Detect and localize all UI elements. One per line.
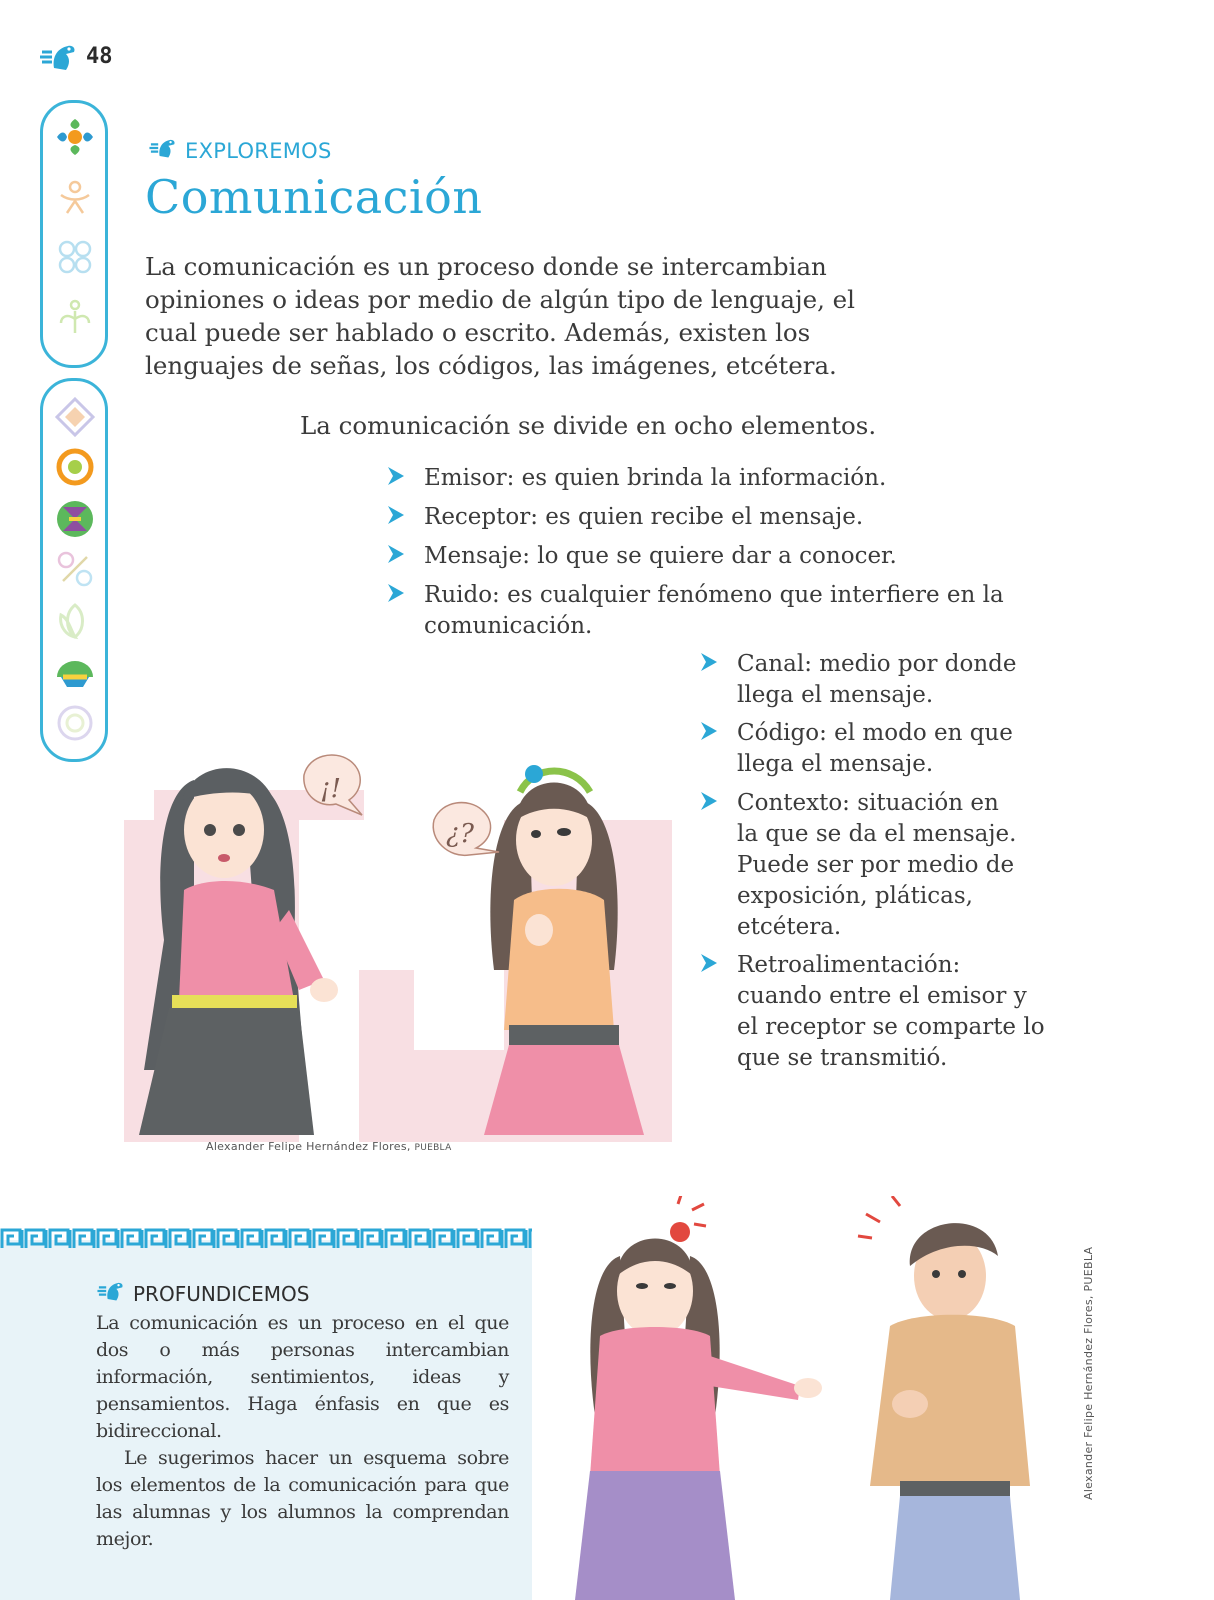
list-item-text: Retroalimentación: cuando entre el emisor y el receptor se comparte lo que se transmitió. [737, 952, 1045, 1071]
list-item [424, 502, 984, 533]
greek-border-icon [0, 1228, 532, 1250]
list-item [424, 580, 1004, 642]
page-number: 48 [86, 44, 113, 69]
list-item [737, 950, 1047, 1074]
bird-logo-icon [36, 40, 80, 74]
list-item [737, 718, 1027, 780]
bubble-left-text: ¡! [320, 774, 341, 804]
list-item [424, 541, 984, 572]
arrow-bullet-icon [386, 504, 406, 526]
hourglass-icon [55, 499, 95, 539]
note-label: PROFUNDICEMOS [133, 1282, 310, 1306]
list-item-text: Contexto: situación en la que se da el mensaje. Puede ser por medio de exposición, pláticas, etcétera. [737, 790, 1017, 940]
note-text [96, 1310, 509, 1553]
arrow-bullet-icon [699, 952, 719, 974]
list-item [737, 788, 1017, 943]
note-paragraph-2: Le sugerimos hacer un esquema sobre los elementos de la comunicación para que las alumnas y los alumnos la comprendan mejor. [96, 1447, 509, 1550]
page-title: Comunicación [145, 170, 483, 224]
credit-place: PUEBLA [414, 1143, 452, 1153]
flower-icon [55, 117, 95, 157]
list-item [424, 463, 984, 494]
divides-sentence: La comunicación se divide en ocho elementos. [300, 411, 877, 440]
list-item-text: Receptor: es quien recibe el mensaje. [424, 504, 864, 530]
sunrise-icon [55, 653, 95, 693]
arrow-bullet-icon [699, 720, 719, 742]
arrow-bullet-icon [386, 465, 406, 487]
spiral-icon [55, 447, 95, 487]
percent-icon [55, 549, 95, 589]
note-paragraph-1: La comunicación es un proceso en el que dos o más personas intercambian información, sentimientos, ideas y pensamientos. Haga énfasis en que es bidireccional. [96, 1312, 509, 1442]
girls-talking-illustration [124, 740, 676, 1142]
diamond-icon [55, 397, 95, 437]
bubble-right-text: ¿? [446, 819, 474, 849]
list-item-text: Canal: medio por donde llega el mensaje. [737, 651, 1017, 708]
figure-icon [55, 177, 95, 217]
arrow-bullet-icon [699, 790, 719, 812]
intro-paragraph: La comunicación es un proceso donde se intercambian opiniones o ideas por medio de algún tipo de lenguaje, el cual puede ser hablado o escrito. Además, existen los lenguajes de señas, los códigos, las imágenes, etcétera. [145, 252, 856, 380]
circle-icon [55, 703, 95, 743]
list-item-text: Mensaje: lo que se quiere dar a conocer. [424, 543, 897, 569]
arrow-bullet-icon [386, 582, 406, 604]
bird-logo-icon [96, 1278, 128, 1304]
sidebar-bottom-frame [40, 378, 108, 762]
list-item-text: Código: el modo en que llega el mensaje. [737, 720, 1013, 777]
knot-icon [55, 237, 95, 277]
leaf-figure-icon [55, 297, 95, 337]
sidebar-top-frame [40, 100, 108, 368]
bird-logo-icon [148, 134, 180, 162]
arrow-bullet-icon [386, 543, 406, 565]
girl-and-boy-illustration [560, 1196, 1080, 1600]
credit-name: Alexander Felipe Hernández Flores, [206, 1140, 415, 1153]
list-item-text: Emisor: es quien brinda la información. [424, 465, 887, 491]
list-item-text: Ruido: es cualquier fenómeno que interfiere en la comunicación. [424, 582, 1004, 639]
list-item [737, 649, 1027, 711]
lotus-icon [55, 601, 95, 641]
illustration-credit [206, 1140, 452, 1153]
illustration-credit-vertical: Alexander Felipe Hernández Flores, PUEBLA [1082, 1246, 1095, 1500]
section-label: EXPLOREMOS [185, 139, 332, 163]
arrow-bullet-icon [699, 651, 719, 673]
